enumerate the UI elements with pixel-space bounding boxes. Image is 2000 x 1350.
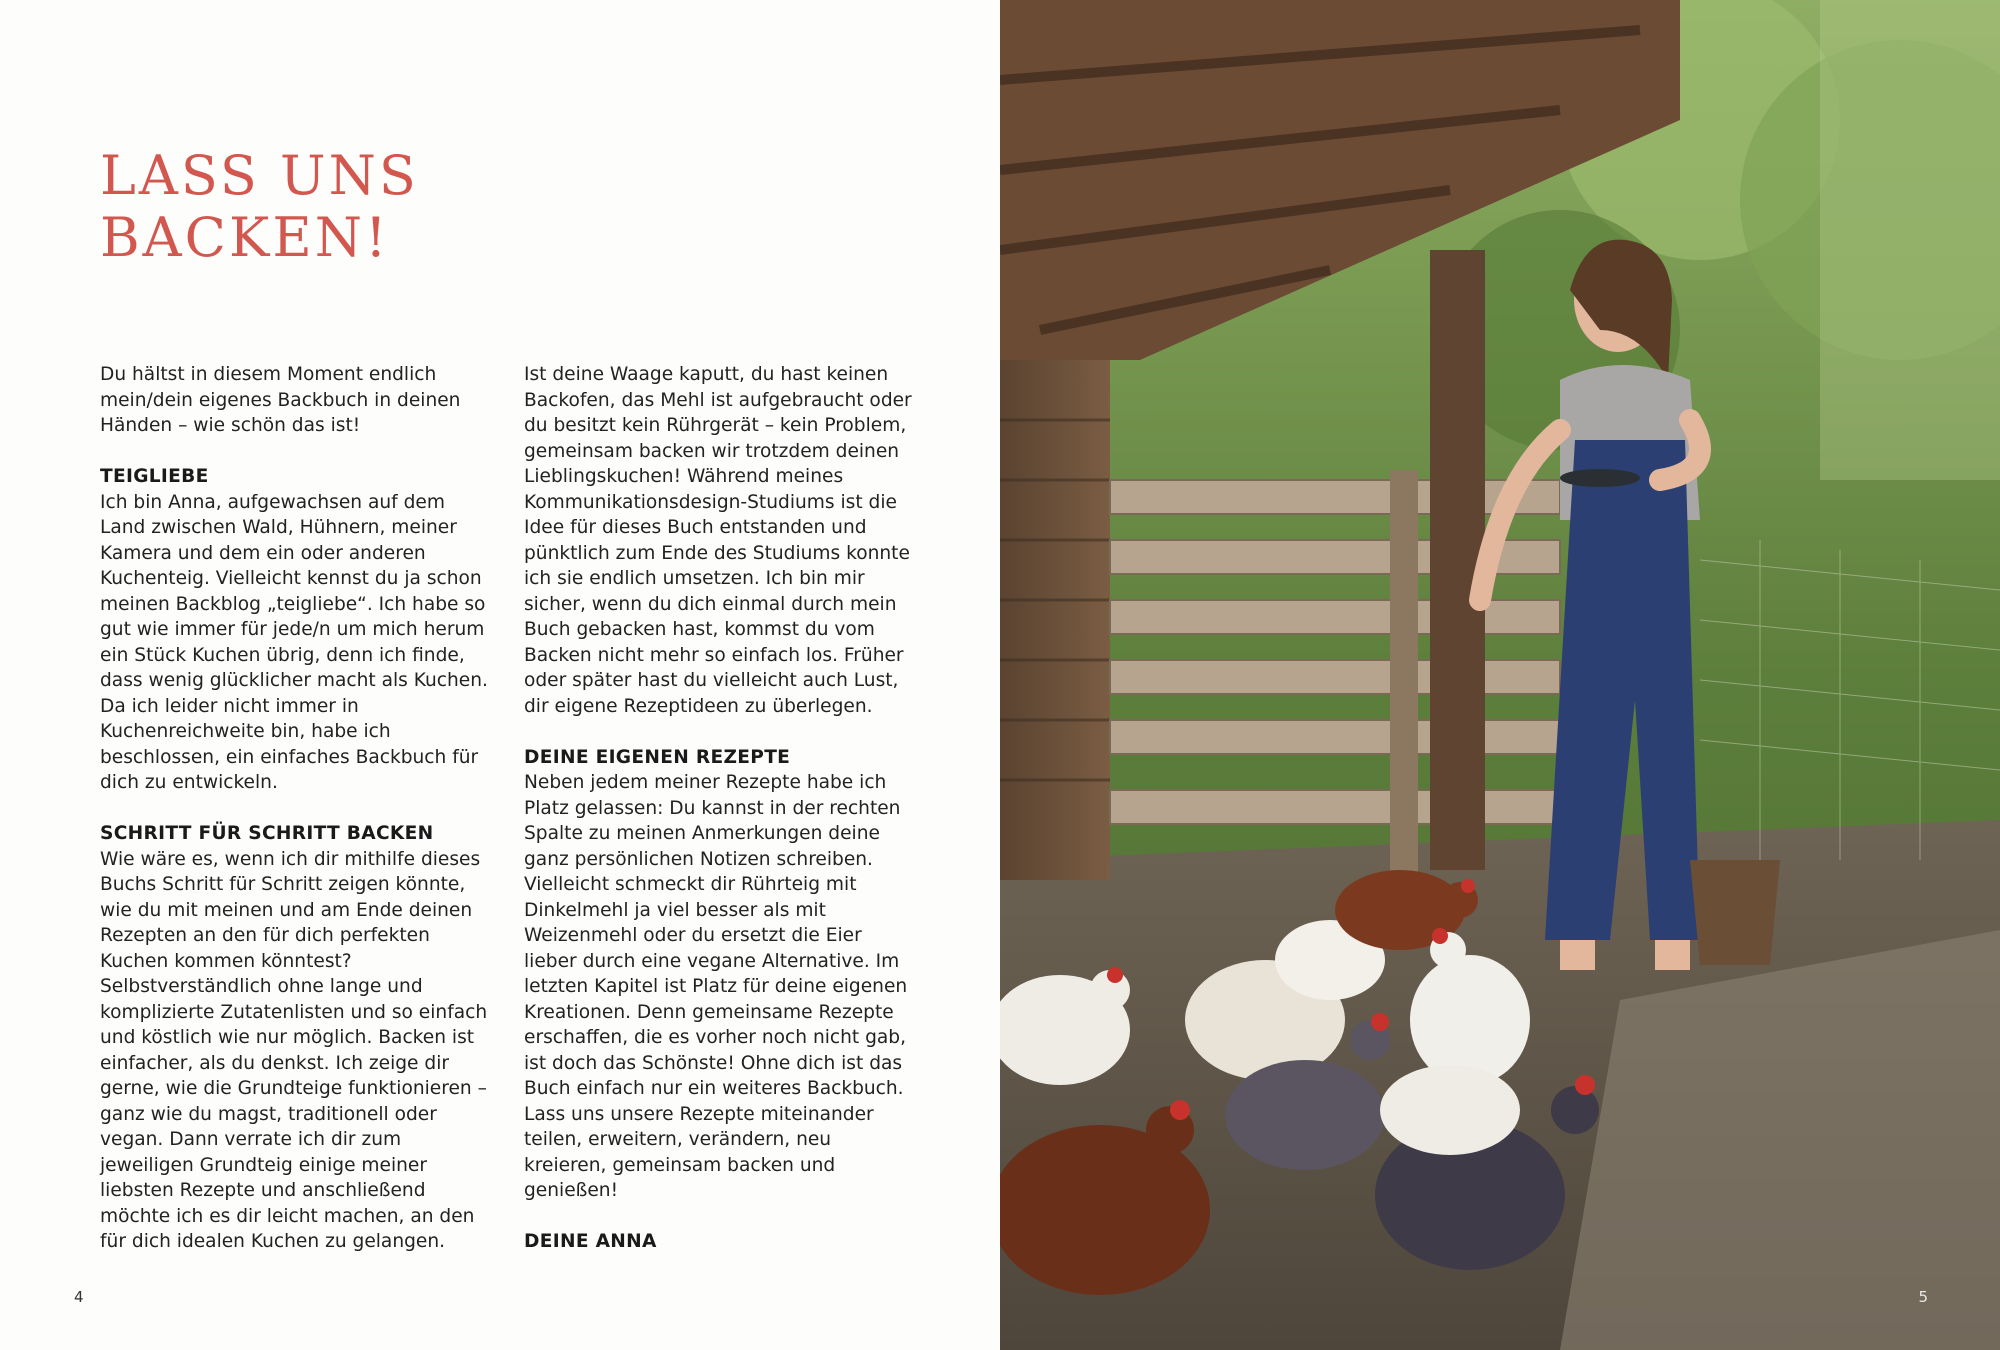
- text-column-left: [100, 362, 495, 1280]
- signature: DEINE ANNA: [524, 1231, 657, 1252]
- section-heading-schritt: SCHRITT FÜR SCHRITT BACKEN: [100, 823, 434, 844]
- title-line-1: LASS UNS: [100, 144, 419, 207]
- section-heading-teigliebe: TEIGLIEBE: [100, 466, 209, 487]
- page-title: [100, 145, 419, 269]
- photo-woman-feeding-chickens: [1000, 0, 2000, 1350]
- photo-illustration: [1000, 0, 2000, 1350]
- text-column-right: [524, 362, 919, 1255]
- intro-paragraph-right: Ist deine Waage kaputt, du hast keinen Backofen, das Mehl ist aufgebraucht oder du besitzt kein Rührgerät – kein Problem, gemeinsam backen wir trotzdem deinen Lieblingskuchen! Während meines Kommunikationsdesign-Studiums ist die Idee für dieses Buch entstanden und pünktlich zum Ende des Studiums konnte ich sie endlich umsetzen. Ich bin mir sicher, wenn du dich einmal durch mein Buch gebacken hast, kommst du vom Backen nicht mehr so einfach los. Früher oder später hast du vielleicht auch Lust, dir eigene Rezeptideen zu überlegen.: [524, 364, 912, 717]
- section-heading-rezepte: DEINE EIGENEN REZEPTE: [524, 746, 791, 768]
- section-body-rezepte: Neben jedem meiner Rezepte habe ich Platz gelassen: Du kannst in der rechten Spalte zu meinen Anmerkungen deine ganz persönlichen Notizen schreiben. Vielleicht schmeckt dir Rührteig mit Dinkelmehl ja viel besser als mit Weizenmehl oder du ersetzt die Eier lieber durch eine vegane Alternative. Im letzten Kapitel ist Platz für deine eigenen Kreationen. Denn gemeinsame Rezepte erschaffen, die es vorher noch nicht gab, ist doch das Schönste! Ohne dich ist das Buch einfach nur ein weiteres Backbuch. Lass uns unsere Rezepte miteinander teilen, erweitern, verändern, neu kreieren, gemeinsam backen und genießen!: [524, 772, 908, 1201]
- intro-paragraph: Du hältst in diesem Moment endlich mein/dein eigenes Backbuch in deinen Händen – wie schön das ist!: [100, 364, 461, 436]
- section-body-schritt: Wie wäre es, wenn ich dir mithilfe dieses Buchs Schritt für Schritt zeigen könnte, wie du mit meinen und am Ende deinen Rezepten an den für dich perfekten Kuchen kommen könntest? Selbstverständlich ohne lange und komplizierte Zutatenlisten und so einfach und köstlich wie nur möglich. Backen ist einfacher, als du denkst. Ich zeige dir gerne, wie die Grundteige funktionieren – ganz wie du magst, traditionell oder vegan. Dann verrate ich dir zum jeweiligen Grundteig einige meiner liebsten Rezepte und anschließend möchte ich es dir leicht machen, an den für dich idealen Kuchen zu gelangen.: [100, 848, 488, 1252]
- section-body-teigliebe: Ich bin Anna, aufgewachsen auf dem Land zwischen Wald, Hühnern, meiner Kamera und dem ein oder anderen Kuchenteig. Vielleicht kennst du ja schon meinen Backblog „teigliebe“. Ich habe so gut wie immer für jede/n um mich herum ein Stück Kuchen übrig, denn ich finde, dass wenig glücklicher macht als Kuchen. Da ich leider nicht immer in Kuchenreichweite bin, habe ich beschlossen, ein einfaches Backbuch für dich zu entwickeln.: [100, 491, 488, 793]
- page-number-right: 5: [1918, 1288, 1928, 1306]
- title-line-2: BACKEN!: [100, 206, 390, 269]
- page-number-left: 4: [74, 1288, 84, 1306]
